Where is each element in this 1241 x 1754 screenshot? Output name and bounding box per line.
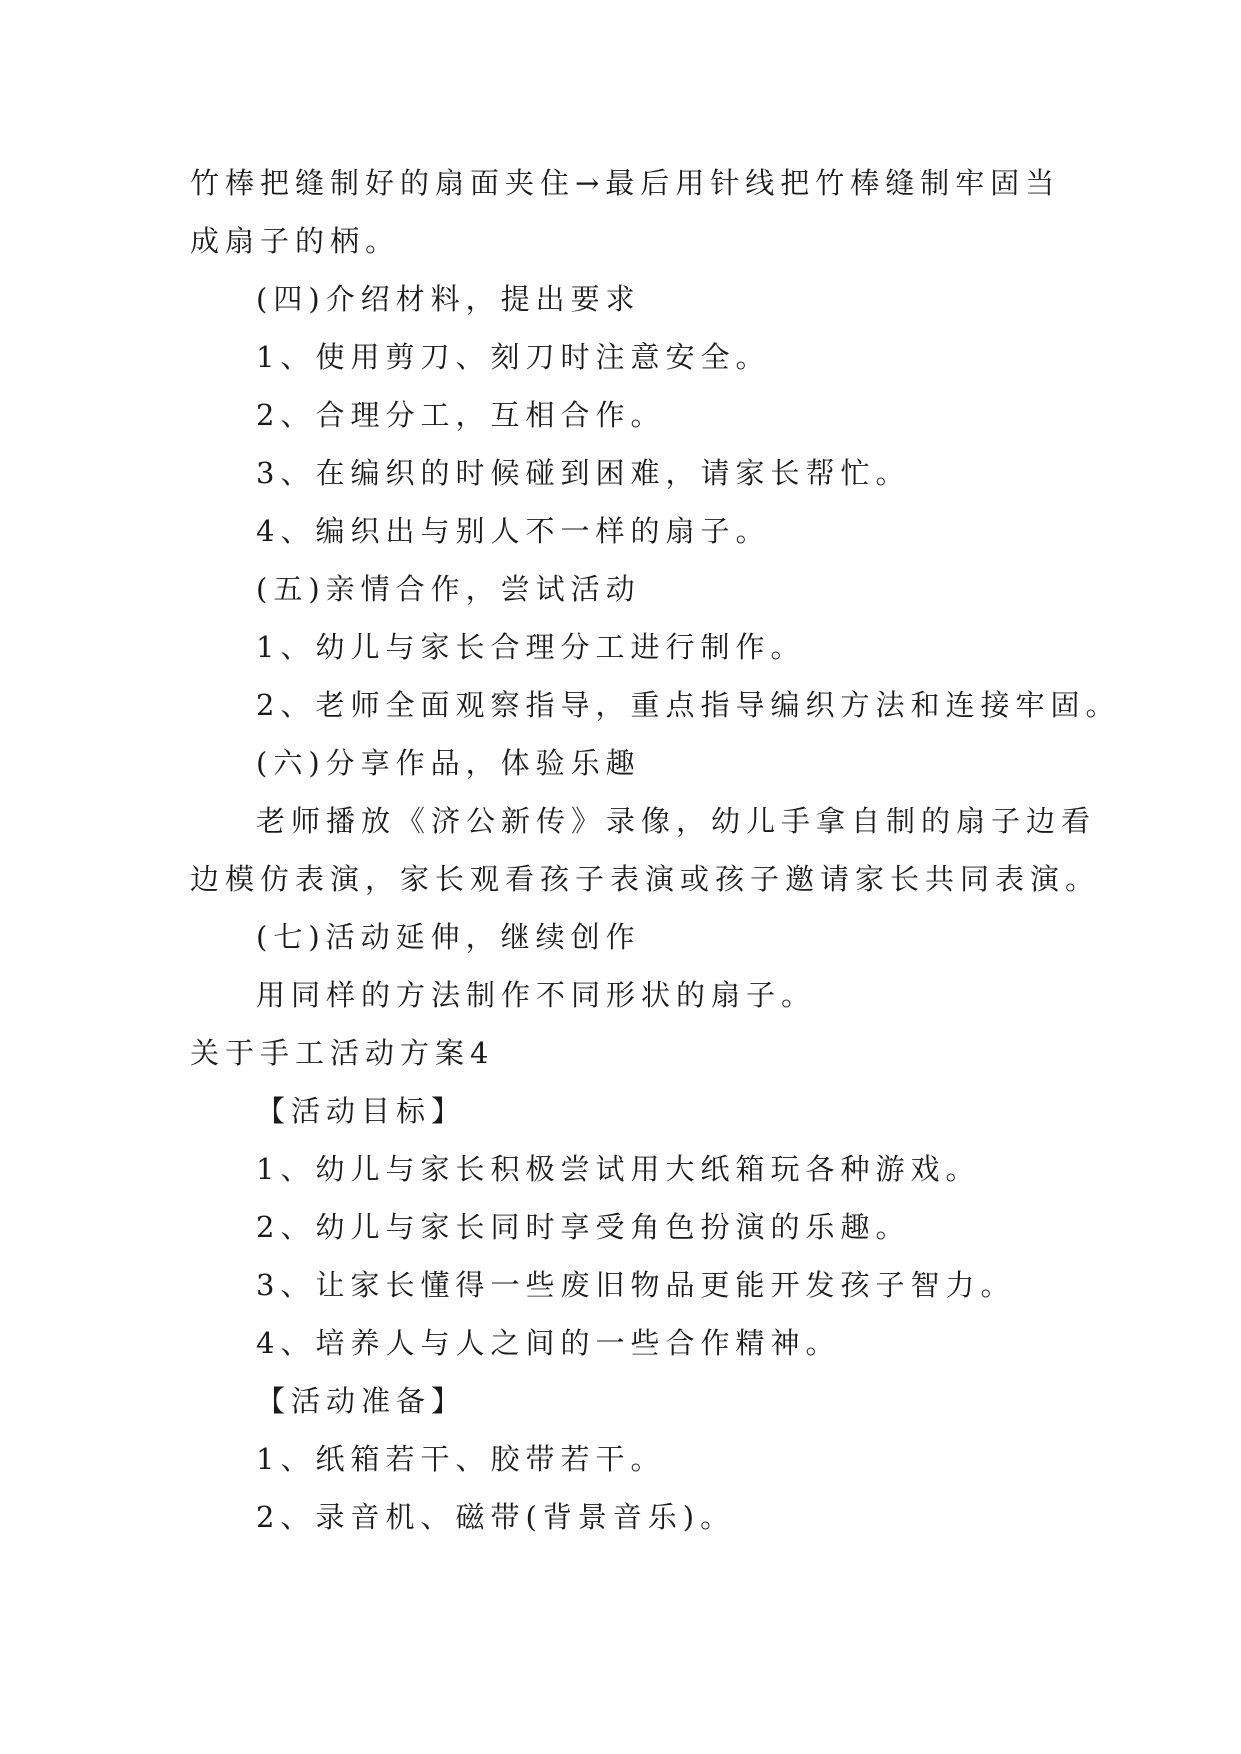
paragraph-line: 成扇子的柄。: [190, 224, 401, 258]
list-item: 4、培养人与人之间的一些合作精神。: [256, 1326, 841, 1360]
list-item: 1、幼儿与家长积极尝试用大纸箱玩各种游戏。: [256, 1152, 981, 1186]
paragraph-line: 老师播放《济公新传》录像，幼儿手拿自制的扇子边看: [256, 804, 1097, 838]
list-item: 3、让家长懂得一些废旧物品更能开发孩子智力。: [256, 1268, 1016, 1302]
list-item: 2、合理分工，互相合作。: [256, 398, 666, 432]
list-item: 2、幼儿与家长同时享受角色扮演的乐趣。: [256, 1210, 911, 1244]
section-heading: 【活动准备】: [256, 1384, 467, 1418]
section-heading: 【活动目标】: [256, 1094, 467, 1128]
paragraph-line: 边模仿表演，家长观看孩子表演或孩子邀请家长共同表演。: [190, 862, 1101, 896]
paragraph-line: 用同样的方法制作不同形状的扇子。: [256, 978, 817, 1012]
list-item: 2、老师全面观察指导，重点指导编织方法和连接牢固。: [256, 688, 1121, 722]
list-item: 1、纸箱若干、胶带若干。: [256, 1442, 666, 1476]
list-item: 1、使用剪刀、刻刀时注意安全。: [256, 340, 771, 374]
document-title: 关于手工活动方案4: [190, 1036, 495, 1070]
section-heading: (六)分享作品，体验乐趣: [256, 746, 641, 780]
section-heading: (五)亲情合作，尝试活动: [256, 572, 641, 606]
paragraph-line: 竹棒把缝制好的扇面夹住→最后用针线把竹棒缝制牢固当: [190, 166, 1061, 200]
list-item: 4、编织出与别人不一样的扇子。: [256, 514, 771, 548]
list-item: 1、幼儿与家长合理分工进行制作。: [256, 630, 806, 664]
list-item: 3、在编织的时候碰到困难，请家长帮忙。: [256, 456, 911, 490]
section-heading: (七)活动延伸，继续创作: [256, 920, 641, 954]
list-item: 2、录音机、磁带(背景音乐)。: [256, 1500, 736, 1534]
section-heading: (四)介绍材料，提出要求: [256, 282, 641, 316]
